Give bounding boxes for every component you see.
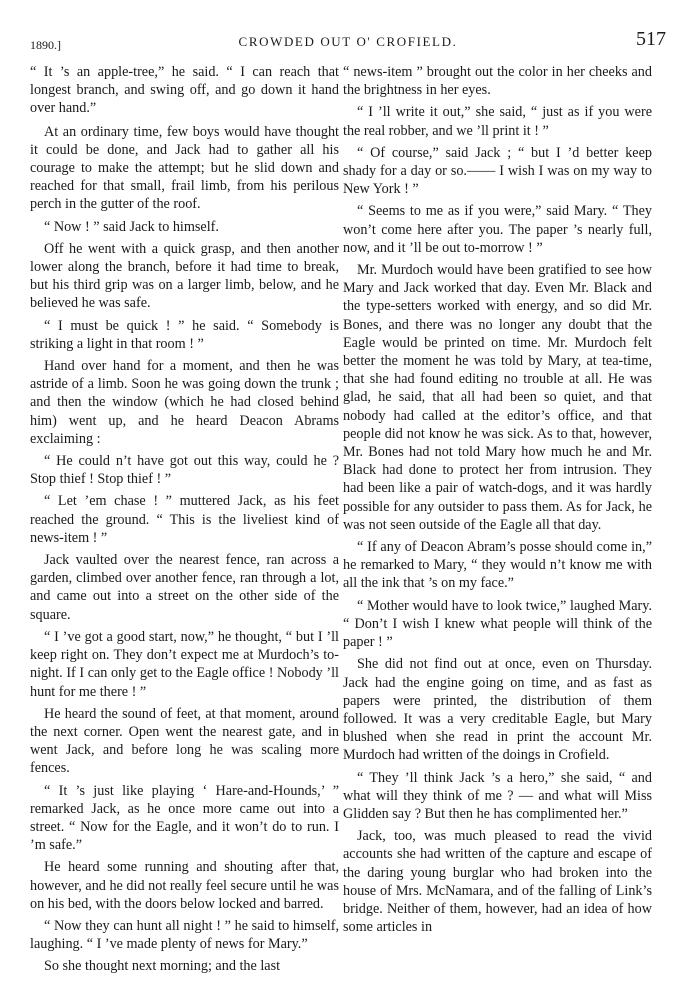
paragraph: “ If any of Deacon Abram’s posse should come in,” he remarked to Mary, “ they would n’t know me with all the ink that ’s on my face.”	[343, 539, 652, 592]
paragraph: Jack vaulted over the nearest fence, ran across a garden, climbed over another fence, ran through a lot, and came out into a street on the other side of the square.	[30, 552, 339, 623]
page-number: 517	[636, 28, 666, 50]
paragraph: He heard some running and shouting after that, however, and he did not really feel secure until he was on his bed, with the doors below locked and barred.	[30, 859, 339, 912]
paragraph: “ I ’ll write it out,” she said, “ just as if you were the real robber, and we ’ll print it ! ”	[343, 104, 652, 139]
paragraph: “ Mother would have to look twice,” laughed Mary. “ Don’t I wish I knew what people will think of the paper ! ”	[343, 597, 652, 651]
paragraph: So she thought next morning; and the last	[44, 958, 281, 975]
running-header	[30, 28, 666, 58]
paragraph: “ Now they can hunt all night ! ” he said to himself, laughing. “ I ’ve made plenty of news for Mary.”	[30, 917, 339, 953]
paragraph: He heard the sound of feet, at that moment, around the next corner. Open went the nearest gate, and in went Jack, and before long he was scaling more fences.	[30, 705, 339, 777]
paragraph: Mr. Murdoch would have been gratified to see how Mary and Jack worked that day. Even Mr. Black and the type-setters worked with energy, and so did Mr. Bones, and there was no longer any doubt that the Eagle would be printed on time. Mr. Murdoch felt better the moment he was told by Mary, at tea-time, that she had found editing no trouble at all. He was glad, he said, that all had been so quiet, and that nobody had called at the editor’s office, and that people did not know he was sick. As to that, however, Mr. Bones had not told Mary how much he and Mr. Black had done to protect her from intrusion. They had been like a pair of watch-dogs, and it was hardly possible for any outsider to pass them. As for Jack, he was not seen outside of the Eagle all that day.	[343, 262, 652, 533]
paragraph: “ It ’s an apple-tree,” he said. “ I can reach that longest branch, and swing off, and go down it hand over hand.”	[30, 64, 339, 117]
paragraph: “ Seems to me as if you were,” said Mary. “ They won’t come here after you. The paper ’s nearly full, now, and it ’ll be out to-morrow ! ”	[343, 203, 652, 256]
paragraph: “ They ’ll think Jack ’s a hero,” she said, “ and what will they think of me ? — and what will Miss Glidden say ? But then he has complimented her.”	[343, 769, 652, 822]
right-column	[343, 63, 652, 936]
paragraph: Off he went with a quick grasp, and then another lower along the branch, before it had time to break, but his third grip was on a larger limb, below, and he believed he was safe.	[30, 240, 339, 312]
chapter-title: CROWDED OUT O' CROFIELD.	[238, 34, 458, 49]
paragraph: “ news-item ” brought out the color in her cheeks and the brightness in her eyes.	[343, 64, 652, 99]
paragraph: “ I must be quick ! ” he said. “ Somebody is striking a light in that room ! ”	[30, 317, 339, 352]
paragraph: Hand over hand for a moment, and then he was astride of a limb. Soon he was going down the trunk ; and then the window (which he had closed behind him) went up, and he heard Deacon Abrams exclaiming :	[30, 358, 339, 447]
paragraph: “ It ’s just like playing ‘ Hare-and-Hounds,’ ” remarked Jack, as he once more came out into a street. “ Now for the Eagle, and it won’t do to run. I ’m safe.”	[30, 782, 339, 854]
header-date: 1890.]	[30, 38, 61, 52]
paragraph: “ Of course,” said Jack ; “ but I ’d better keep shady for a day or so.—— I wish I was on my way to New York ! ”	[343, 144, 652, 198]
paragraph: “ He could n’t have got out this way, could he ? Stop thief ! Stop thief ! ”	[30, 453, 339, 488]
paragraph: She did not find out at once, even on Thursday. Jack had the engine going on time, and as fast as papers were printed, the distribution of them followed. It was a very creditable Eagle, but Mary blushed when she read in print the account Mr. Murdoch had written of the doings in Crofield.	[343, 656, 652, 764]
paragraph: “ I ’ve got a good start, now,” he thought, “ but I ’ll keep right on. They don’t expect me at Murdoch’s to-night. If I can only get to the Eagle office ! Nobody ’ll hunt for me there ! ”	[30, 628, 339, 700]
paragraph: “ Now ! ” said Jack to himself.	[44, 218, 219, 235]
left-column	[30, 63, 339, 976]
paragraph: Jack, too, was much pleased to read the vivid accounts she had written of the capture and escape of the daring young burglar who had broken into the house of Mrs. McNamara, and of the falling of Link’s bridge. Neither of them, however, had an idea of how some articles in	[343, 828, 652, 936]
paragraph: “ Let ’em chase ! ” muttered Jack, as his feet reached the ground. “ This is the liveliest kind of news-item ! ”	[30, 493, 339, 546]
paragraph: At an ordinary time, few boys would have thought it could be done, and Jack had to gather all his courage to make the attempt; but he slid down and reached for that small, frail limb, from his perilous perch in the gutter of the roof.	[30, 123, 339, 213]
